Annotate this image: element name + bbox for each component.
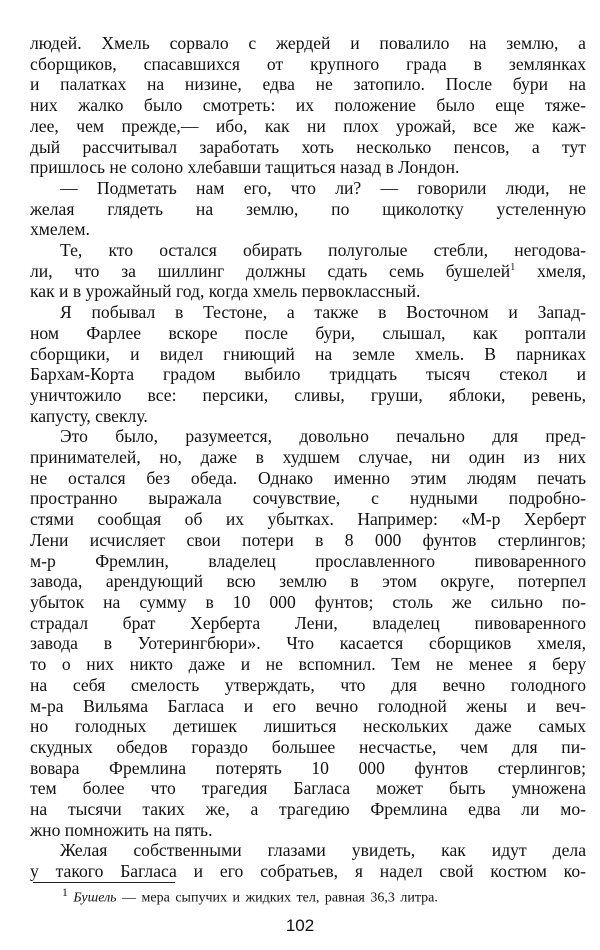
text-line: уничтожило все: персики, сливы, груши, яблоки, ревень,	[30, 384, 586, 405]
text-segment: хмеля,	[515, 260, 586, 281]
text-line: дый рассчитывал заработать хоть несколько пенсов, а тут	[30, 136, 586, 157]
text-line: завода в Уотерингбюри». Что касается сборщиков хмеля,	[30, 633, 586, 654]
text-line: вовара Фремлина потерять 10 000 фунтов стерлингов;	[30, 757, 586, 778]
footnote-marker: 1	[510, 261, 516, 273]
text-line: стями сообщая об их убытках. Например: «М-р Херберт	[30, 509, 586, 530]
text-line: лее, чем прежде,— ибо, как ни плох урожай, все же каж-	[30, 115, 586, 136]
text-line: и палатках на низине, едва не затопило. После бури на	[30, 74, 586, 95]
text-line: жно помножить на пять.	[30, 819, 213, 840]
text-line: м-р Фремлин, владелец прославленного пивоваренного	[30, 550, 586, 571]
text-line: — Подметать нам его, что ли? — говорили люди, не	[60, 177, 586, 198]
text-line: них жалко было смотреть: их положение было еще тяже-	[30, 95, 586, 116]
text-line: страдал брат Херберта Лени, владелец пивоваренного	[30, 612, 586, 633]
text-line: пространно выражала сочувствие, с нудными подробно-	[30, 488, 586, 509]
text-line: капусту, свеклу.	[30, 405, 148, 426]
text-line: завода, арендующий всю землю в этом округе, потерпел	[30, 571, 586, 592]
text-line: Те, кто остался обирать полуголые стебли, негодова-	[60, 240, 586, 261]
text-line: Желая собственными глазами увидеть, как идут дела	[60, 840, 586, 861]
text-line: ном Фарлее вскоре после бури, слышал, как роптали	[30, 322, 586, 343]
text-line: на себя смелость утверждать, что для вечно голодного	[30, 674, 586, 695]
footnote-marker: 1	[62, 886, 68, 899]
text-line: тем более что трагедия Багласа может быть умножена	[30, 778, 586, 799]
text-line: Я побывал в Тестоне, а также в Восточном и Запад-	[60, 302, 586, 323]
body-text	[30, 33, 586, 882]
text-line: скудных обедов гораздо большее несчастье, чем для пи-	[30, 736, 586, 757]
text-line: сборщиков, спасавшихся от крупного града в землянках	[30, 53, 586, 74]
text-line-with-footnote	[30, 261, 586, 282]
text-line: сборщики, и видел гниющий на земле хмель. В парниках	[30, 343, 586, 364]
text-line: Это было, разумеется, довольно печально для пред-	[60, 426, 586, 447]
text-line: Лени исчисляет свои потери в 8 000 фунтов стерлингов;	[30, 529, 586, 550]
text-line: принимателей, но, даже в худшем случае, ни один из них	[30, 447, 586, 468]
text-line: пришлось не солоно хлебавши тащиться назад в Лондон.	[30, 157, 460, 178]
footnote-divider	[33, 882, 175, 883]
text-segment: ли, что за шиллинг должны сдать семь бушелей	[30, 260, 511, 281]
text-line: убыток на сумму в 10 000 фунтов; столь же сильно по-	[30, 591, 586, 612]
footnote	[62, 886, 438, 907]
text-line: Бархам-Корта градом выбило тридцать тысяч стекол и	[30, 364, 586, 385]
text-line: то о них никто даже и не вспомнил. Тем не менее я беру	[30, 654, 586, 675]
text-line: желая глядеть на землю, по щиколотку устеленную	[30, 198, 586, 219]
page-number: 102	[285, 916, 315, 935]
text-line: хмелем.	[30, 219, 90, 240]
text-line: людей. Хмель сорвало с жердей и повалило на землю, а	[30, 33, 586, 53]
text-line: но голодных детишек лишиться нескольких даже самых	[30, 716, 586, 737]
text-line: на тысячи таких же, а трагедию Фремлина едва ли мо-	[30, 799, 586, 820]
text-line: как и в урожайный год, когда хмель первоклассный.	[30, 281, 421, 302]
footnote-text: — мера сыпучих и жидких тел, равная 36,3 литра.	[116, 890, 438, 906]
text-line: у такого Багласа и его собратьев, я надел свой костюм ко-	[30, 861, 586, 882]
footnote-term: Бушель	[73, 890, 117, 906]
text-line: не остался без обеда. Однако именно этим людям печать	[30, 467, 586, 488]
text-line: м-ра Вильяма Багласа и его вечно голодной жены и веч-	[30, 695, 586, 716]
